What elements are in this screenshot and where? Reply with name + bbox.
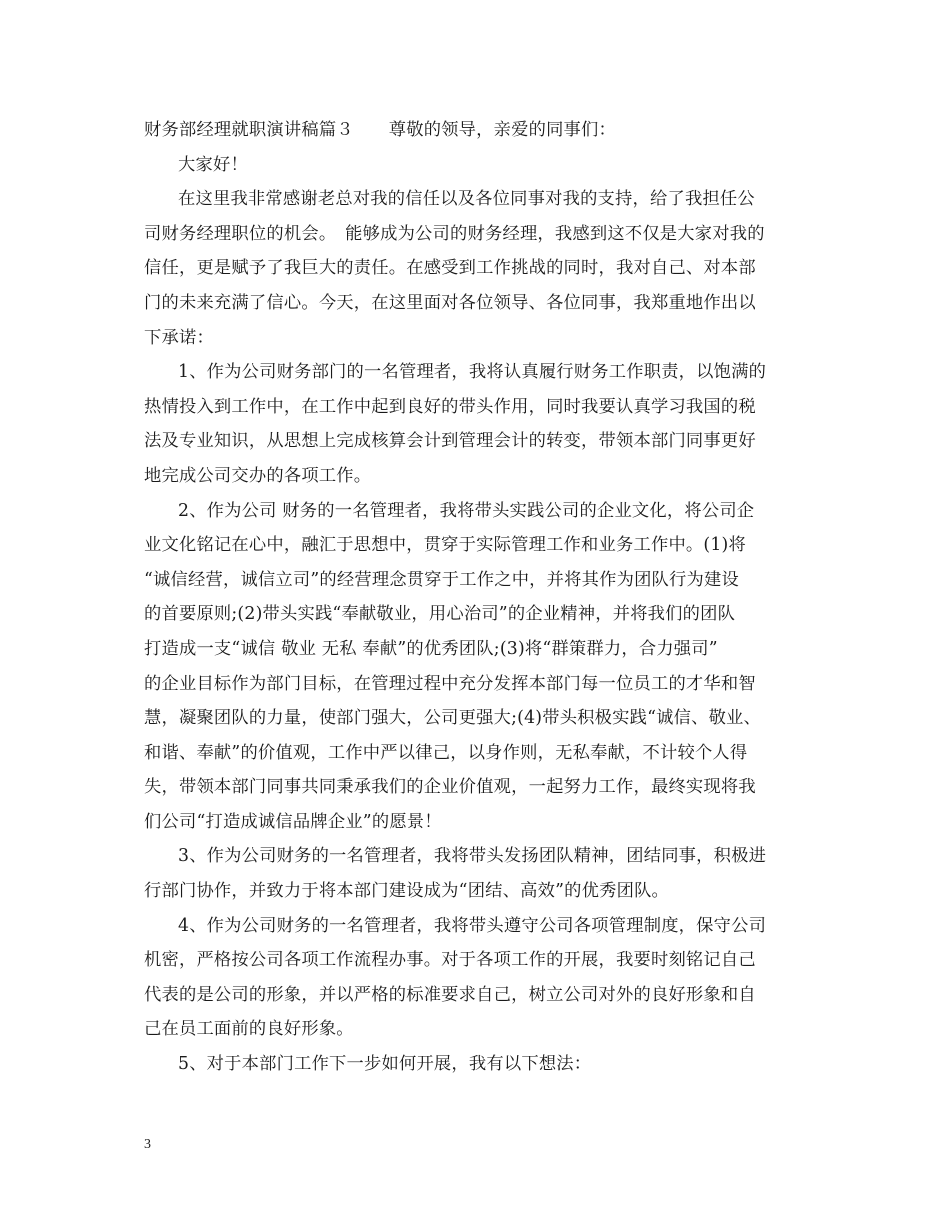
document-body bbox=[144, 113, 809, 1082]
text-line: 失，带领本部门同事共同秉承我们的企业价值观，一起努力工作，最终实现将我 bbox=[144, 777, 756, 798]
text-line: 司财务经理职位的机会。 能够成为公司的财务经理，我感到这不仅是大家对我的 bbox=[144, 223, 765, 244]
text-line: 己在员工面前的良好形象。 bbox=[144, 1019, 354, 1040]
text-line: 行部门协作，并致力于将本部门建设成为“团结、高效”的优秀团队。 bbox=[144, 881, 670, 902]
text-line: 热情投入到工作中，在工作中起到良好的带头作用，同时我要认真学习我国的税 bbox=[144, 396, 756, 417]
text-line: 财务部经理就职演讲稿篇３ 尊敬的领导，亲爱的同事们： bbox=[144, 120, 616, 140]
text-line: 法及专业知识，从思想上完成核算会计到管理会计的转变，带领本部门同事更好 bbox=[144, 431, 756, 452]
text-line: 的企业目标作为部门目标，在管理过程中充分发挥本部门每一位员工的才华和智 bbox=[144, 673, 756, 694]
text-line: 在这里我非常感谢老总对我的信任以及各位同事对我的支持，给了我担任公 bbox=[178, 189, 755, 210]
text-line: 地完成公司交办的各项工作。 bbox=[144, 465, 372, 486]
text-line: 下承诺： bbox=[144, 327, 214, 348]
text-line: 的首要原则;(2)带头实践“奉献敬业，用心治司”的企业精神，并将我们的团队 bbox=[144, 604, 736, 625]
text-line: 4、作为公司财务的一名管理者，我将带头遵守公司各项管理制度，保守公司 bbox=[178, 915, 767, 936]
text-line: 们公司“打造成诚信品牌企业”的愿景！ bbox=[144, 811, 442, 832]
text-line: 1、作为公司财务部门的一名管理者，我将认真履行财务工作职责，以饱满的 bbox=[178, 362, 767, 383]
text-line: 3、作为公司财务的一名管理者，我将带头发扬团队精神，团结同事，积极进 bbox=[178, 846, 767, 867]
text-line: 和谐、奉献”的价值观，工作中严以律己，以身作则，无私奉献，不计较个人得 bbox=[144, 742, 748, 763]
text-line: 代表的是公司的形象，并以严格的标准要求自己，树立公司对外的良好形象和自 bbox=[144, 984, 756, 1005]
text-line: 2、作为公司 财务的一名管理者，我将带头实践公司的企业文化，将公司企 bbox=[178, 500, 755, 521]
text-line: 信任，更是赋予了我巨大的责任。在感受到工作挑战的同时，我对自己、对本部 bbox=[144, 258, 756, 279]
text-line: 大家好！ bbox=[178, 154, 248, 175]
text-line: “诚信经营，诚信立司”的经营理念贯穿于工作之中，并将其作为团队行为建设 bbox=[144, 569, 739, 590]
text-line: 机密，严格按公司各项工作流程办事。对于各项工作的开展，我要时刻铭记自己 bbox=[144, 950, 756, 971]
text-line: 业文化铭记在心中，融汇于思想中，贯穿于实际管理工作和业务工作中。(1)将 bbox=[144, 535, 746, 556]
text-line: 慧，凝聚团队的力量，使部门强大，公司更强大;(4)带头积极实践“诚信、敬业、 bbox=[144, 708, 762, 729]
page-number: 3 bbox=[144, 1137, 151, 1152]
text-line: 5、对于本部门工作下一步如何开展，我有以下想法： bbox=[178, 1054, 592, 1075]
text-line: 门的未来充满了信心。今天，在这里面对各位领导、各位同事，我郑重地作出以 bbox=[144, 292, 756, 313]
text-line: 打造成一支“诚信 敬业 无私 奉献”的优秀团队;(3)将“群策群力，合力强司” bbox=[144, 638, 718, 659]
